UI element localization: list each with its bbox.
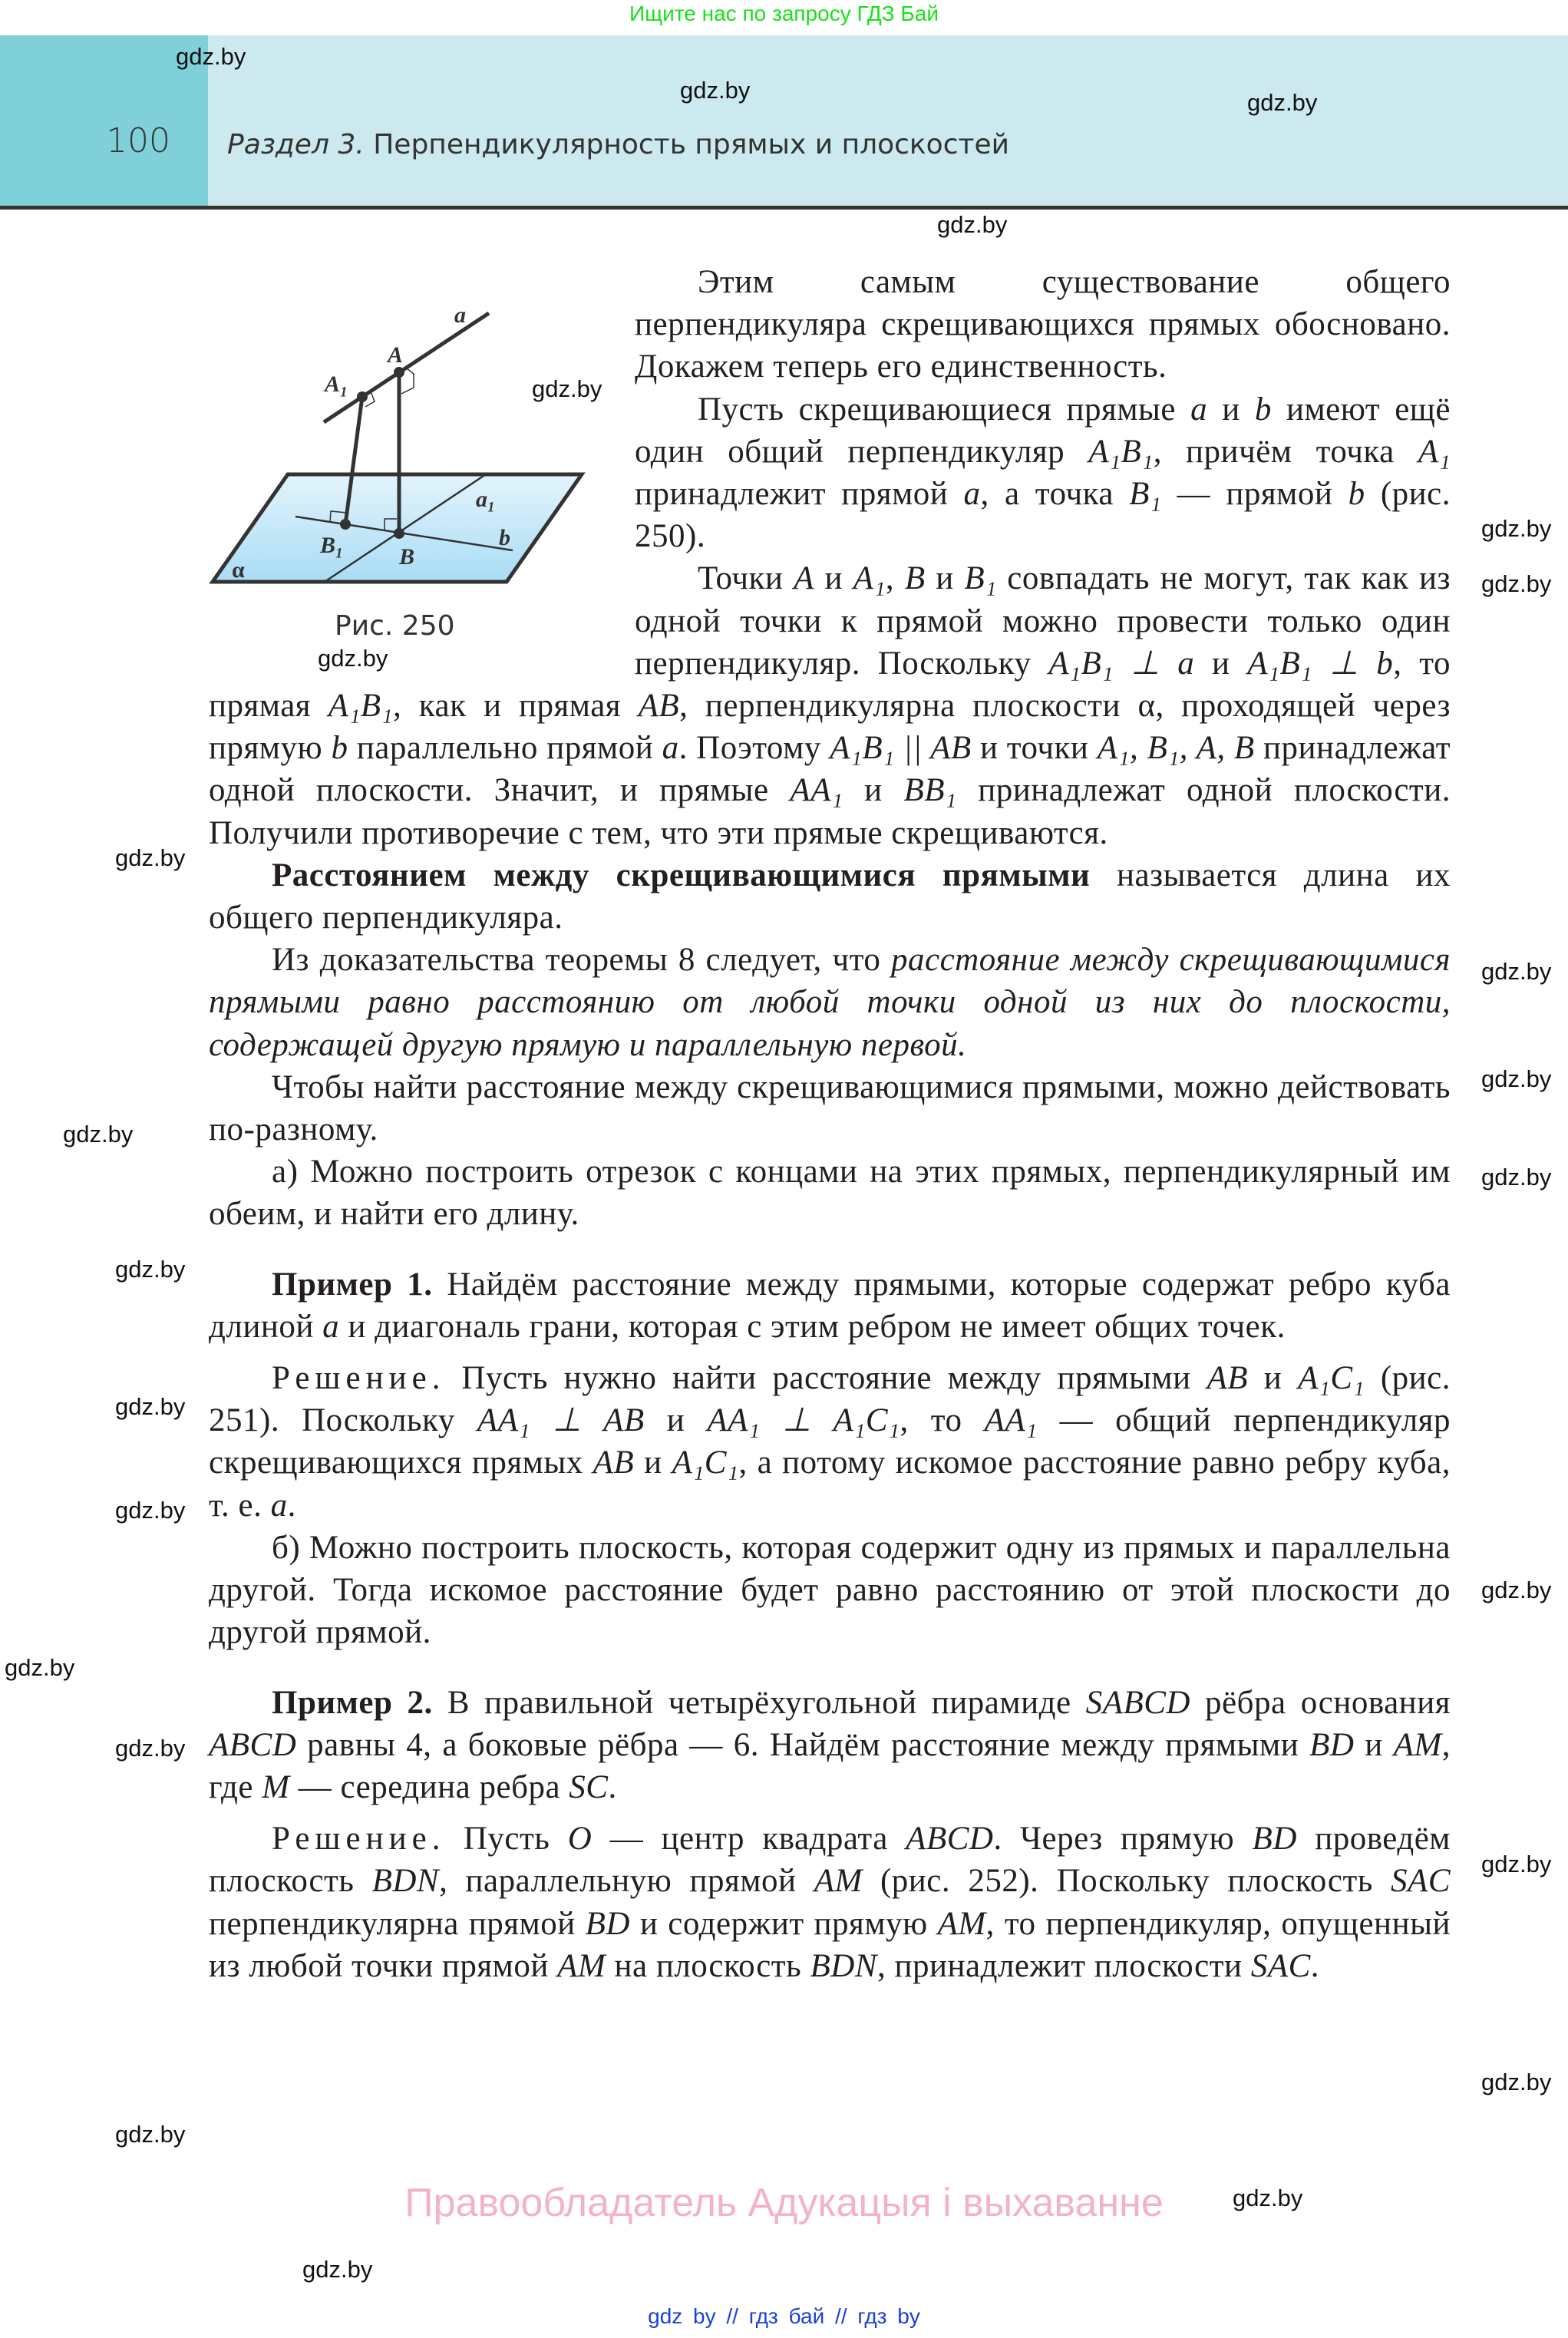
watermark: gdz.by [1247, 89, 1318, 116]
italic-text: a [322, 1308, 340, 1345]
italic-text: B₁ [964, 560, 997, 597]
italic-text: BD [1309, 1726, 1355, 1763]
italic-text: A₁B₁ [328, 688, 394, 725]
text-run: и [925, 560, 965, 597]
text-run: , параллельную прямой [439, 1863, 814, 1900]
paragraph [209, 1682, 1451, 1809]
text-run: В правильной четырёхугольной пирамиде [432, 1684, 1086, 1721]
text-run: принадлежат одной плоскости. Получили противоречие с тем, что эти прямые скрещиваются. [209, 772, 1451, 851]
label-a1: a₁ [476, 487, 496, 512]
italic-text: A₁B₁ [1088, 433, 1154, 470]
italic-text: BD [585, 1905, 630, 1942]
text-run: а) Можно построить отрезок с концами на этих прямых, перпендикулярный им обеим, и найти его длину. [209, 1154, 1451, 1233]
text-run: перпендикулярна прямой [209, 1905, 586, 1942]
italic-text: A₁B₁ || AB [830, 730, 972, 767]
watermark: gdz.by [115, 844, 186, 871]
text-run: , то [900, 1402, 985, 1439]
text-run: Пусть скрещивающиеся прямые [698, 391, 1191, 428]
section-title: Перпендикулярность прямых и плоскостей [373, 129, 1010, 160]
text-run: (рис. 252). Поскольку плоскость [862, 1863, 1391, 1900]
label-B1: B₁ [320, 533, 344, 558]
text-run: и [644, 1402, 708, 1439]
watermark: gdz.by [115, 2121, 186, 2148]
watermark: gdz.by [680, 77, 751, 104]
italic-text: AM [937, 1905, 986, 1942]
text-run: и [634, 1445, 672, 1481]
text-run: , принадлежит плоскости [876, 1947, 1251, 1984]
italic-text: BB₁ [903, 772, 957, 809]
text-run: Пусть нужно найти расстояние между прямыми [445, 1360, 1207, 1397]
body-text [209, 261, 1451, 1987]
italic-text: SAC [1250, 1947, 1311, 1984]
text-run: и [814, 560, 853, 597]
text-run: , как и прямая [393, 688, 639, 725]
text-run: имеют ещё один общий перпендикуляр [635, 391, 1451, 470]
figure-spacer [209, 261, 635, 683]
watermark: gdz.by [1481, 1164, 1552, 1190]
italic-text: AM [814, 1863, 863, 1900]
label-a: a [454, 302, 466, 328]
text-run: и [843, 772, 904, 809]
text-run: рёбра основания [1190, 1684, 1451, 1721]
text-run: . Через прямую [993, 1821, 1253, 1858]
text-run: — общий перпендикуляр скрещивающихся прямых [209, 1402, 1451, 1481]
label-alpha: α [232, 557, 245, 583]
footer-links[interactable]: gdz by // гдз бай // гдз by [648, 2304, 920, 2328]
bold-term: Пример 1. [272, 1266, 433, 1303]
watermark: gdz.by [1481, 1851, 1552, 1877]
text-run: проведём плоскость [209, 1821, 1451, 1900]
text-run: Пусть [445, 1821, 568, 1858]
text-run: принадлежит прямой [635, 476, 964, 513]
section-label: Раздел 3. [227, 129, 365, 160]
watermark: gdz.by [115, 1393, 186, 1420]
italic-text: A₁C₁ [1298, 1360, 1365, 1397]
text-run: (рис. 251). Поскольку [209, 1360, 1451, 1439]
watermark: gdz.by [1481, 958, 1552, 985]
italic-text: AA₁ ⊥ A₁C₁ [707, 1402, 900, 1439]
italic-text: BDN [371, 1863, 440, 1900]
text-run: называется длина их общего перпендикуляра. [209, 857, 1451, 936]
text-run: , причём точка [1153, 433, 1418, 470]
italic-text: a [1190, 391, 1208, 428]
text-run: Найдём расстояние между прямыми, которые содержат ребро куба длиной [209, 1266, 1451, 1345]
italic-text: AA₁ [790, 772, 843, 809]
running-head [227, 129, 1009, 160]
italic-text: b [1348, 476, 1365, 513]
italic-text: ABCD [906, 1821, 994, 1858]
watermark: gdz.by [176, 43, 246, 70]
text-run: и точки [971, 730, 1098, 767]
text-run: и [1354, 1726, 1394, 1763]
text-run: и [1207, 391, 1255, 428]
italic-text: BD [1252, 1821, 1297, 1858]
text-run: параллельно прямой [348, 730, 662, 767]
text-run: на плоскость [606, 1947, 810, 1984]
italic-text: AM [557, 1947, 606, 1984]
italic-text: A₁ [1418, 433, 1451, 470]
label-A1: A₁ [325, 372, 348, 397]
italic-text: SC [569, 1768, 609, 1805]
italic-text: A [794, 560, 814, 597]
italic-text: M [262, 1768, 290, 1805]
italic-text: a [270, 1487, 288, 1524]
watermark: gdz.by [1481, 1577, 1552, 1603]
text-run: . [287, 1487, 296, 1524]
text-run: , где [209, 1726, 1451, 1805]
paragraph [209, 1357, 1451, 1527]
italic-text: A₁ [853, 560, 886, 597]
watermark: gdz.by [532, 375, 602, 402]
italic-text: AM [1393, 1726, 1442, 1763]
paragraph [209, 1151, 1451, 1235]
watermark: gdz.by [302, 2256, 373, 2283]
italic-text: B [904, 560, 926, 597]
italic-text: b [331, 730, 348, 767]
text-run: и диагональ грани, которая с этим ребром не имеет общих точек. [339, 1308, 1286, 1345]
italic-text: A₁, B₁, A, B [1097, 730, 1255, 767]
paragraph [209, 1818, 1451, 1987]
watermark: gdz.by [115, 1497, 186, 1524]
italic-text: O [567, 1821, 593, 1858]
text-run: и содержит прямую [629, 1905, 938, 1942]
text-run: Чтобы найти расстояние между скрещивающимися прямыми, можно действовать по-разному. [209, 1068, 1451, 1148]
watermark: gdz.by [318, 645, 388, 672]
label-b: b [499, 525, 510, 550]
text-run: принадлежат одной плоскости. Значит, и прямые [209, 730, 1451, 809]
watermark: gdz.by [1481, 515, 1552, 542]
paragraph [209, 1527, 1451, 1654]
text-run: Точки [698, 560, 794, 597]
watermark: gdz.by [63, 1121, 134, 1148]
text-run: — прямой [1161, 476, 1348, 513]
figure-caption: Рис. 250 [335, 610, 455, 642]
copyright-notice: Правообладатель Адукацыя і выхаванне [404, 2181, 1164, 2225]
text-run: совпадать не могут, так как из одной точки к прямой можно провести только один перпендикуляр. Поскольку [635, 560, 1451, 682]
text-run: б) Можно построить плоскость, которая содержит одну из прямых и параллельна другой. Тогда искомое расстояние будет равно расстоянию от этой плоскости до другой прямой. [209, 1529, 1451, 1651]
text-run: , [885, 560, 905, 597]
italic-text: A₁B₁ ⊥ a [1048, 645, 1195, 682]
italic-text: SAC [1391, 1863, 1451, 1900]
italic-text: a [662, 730, 679, 767]
italic-text: AA₁ ⊥ AB [477, 1402, 645, 1439]
italic-text: расстояние между скрещивающимися прямыми равно расстоянию от любой точки одной из них до плоскости, содержащей другую прямую и параллельную первой. [209, 942, 1451, 1063]
bold-term: Расстоянием между скрещивающимися прямыми [272, 857, 1091, 893]
solution-label: Решение. [272, 1821, 446, 1858]
watermark: gdz.by [1481, 1065, 1552, 1092]
italic-text: AB [593, 1445, 635, 1481]
text-run: равны 4, а боковые рёбра — 6. Найдём расстояние между прямыми [296, 1726, 1310, 1763]
text-run: . [1310, 1947, 1320, 1984]
text-run: . [608, 1768, 617, 1805]
italic-text: AB [638, 688, 680, 725]
italic-text: AA₁ [984, 1402, 1038, 1439]
text-run: , перпендикулярна плоскости α, проходящей через прямую [209, 688, 1451, 767]
text-run: , то прямая [209, 645, 1451, 725]
watermark: gdz.by [1481, 2069, 1552, 2095]
watermark: gdz.by [115, 1735, 186, 1762]
text-run: — центр квадрата [592, 1821, 906, 1858]
page-number: 100 [106, 121, 170, 160]
text-run: . Поэтому [678, 730, 830, 767]
watermark: gdz.by [5, 1654, 75, 1681]
text-run: , а потому искомое расстояние равно ребру куба, т. е. [209, 1445, 1451, 1524]
bold-term: Пример 2. [272, 1684, 433, 1721]
watermark: gdz.by [1233, 2184, 1303, 2211]
italic-text: A₁B₁ ⊥ b [1247, 645, 1394, 682]
watermark: gdz.by [115, 1256, 186, 1283]
label-A: A [388, 342, 404, 368]
text-run: , а точка [980, 476, 1130, 513]
italic-text: ABCD [209, 1726, 297, 1763]
text-run: Этим самым существование общего перпендикуляра скрещивающихся прямых обосновано. Докажем теперь его единственность. [635, 264, 1451, 385]
text-run: Из доказательства теоремы 8 следует, что [272, 942, 891, 979]
watermark: gdz.by [937, 211, 1008, 238]
paragraph [209, 1066, 1451, 1151]
solution-label: Решение. [272, 1360, 446, 1397]
italic-text: SABCD [1085, 1684, 1190, 1721]
text-run: (рис. 250). [635, 476, 1451, 555]
text-run: — середина ребра [289, 1768, 569, 1805]
italic-text: b [1254, 391, 1272, 428]
italic-text: A₁C₁ [672, 1445, 739, 1481]
paragraph [209, 939, 1451, 1066]
italic-text: B₁ [1129, 476, 1162, 513]
label-B: B [399, 544, 415, 570]
italic-text: AB [1207, 1360, 1248, 1397]
paragraph [209, 1263, 1451, 1348]
search-hint: Ищите нас по запросу ГДЗ Бай [629, 2, 939, 25]
italic-text: BDN [810, 1947, 877, 1984]
italic-text: a [963, 476, 981, 513]
text-run: , то перпендикуляр, опущенный из любой точки прямой [209, 1905, 1451, 1984]
watermark: gdz.by [1481, 570, 1552, 597]
text-run: и [1247, 1360, 1299, 1397]
text-run: и [1194, 645, 1248, 682]
paragraph [209, 854, 1451, 939]
